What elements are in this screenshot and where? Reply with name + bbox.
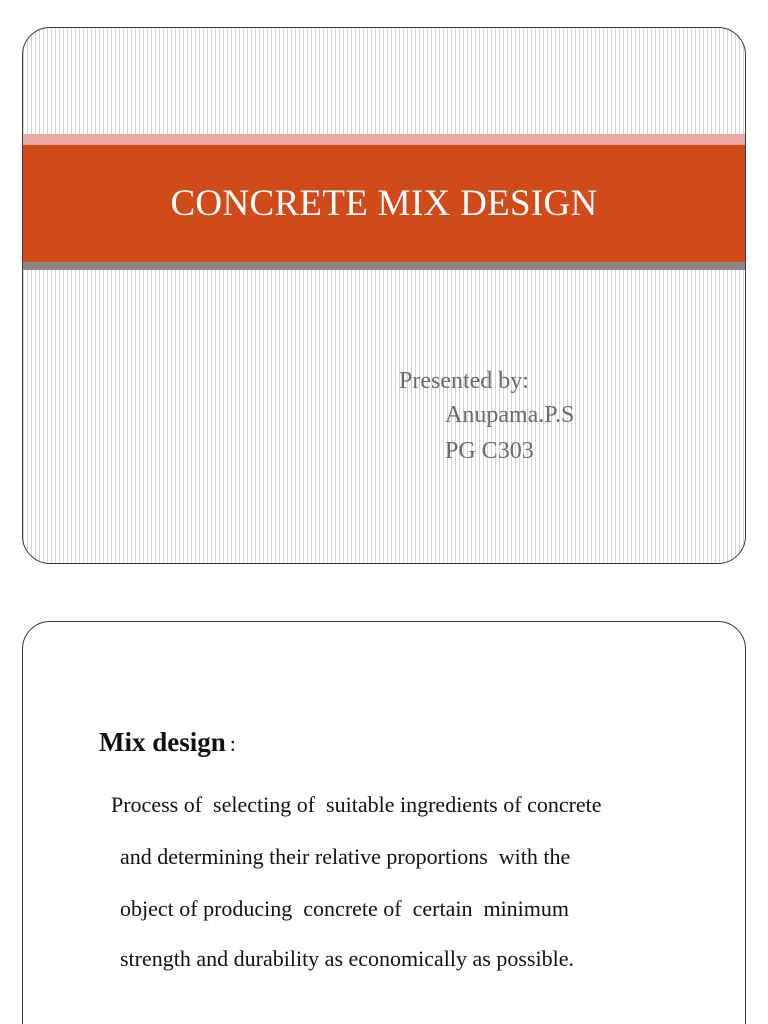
title-slide <box>22 27 746 564</box>
definition-heading <box>99 727 236 758</box>
definition-text-line: and determining their relative proportions with the <box>120 844 571 869</box>
definition-text-line: strength and durability as economically as possible. <box>120 946 574 971</box>
presented-by-label: Presented by: <box>399 368 529 394</box>
definition-text-line: Process of selecting of suitable ingredients of concrete <box>111 792 602 817</box>
title-bottom-accent-band <box>23 262 745 270</box>
definition-colon: : <box>229 731 236 756</box>
presenter-id: PG C303 <box>445 438 534 464</box>
title-top-accent-band <box>23 134 745 145</box>
slide-title: CONCRETE MIX DESIGN <box>170 183 598 224</box>
definition-term: Mix design <box>99 727 226 757</box>
definition-slide <box>22 621 746 1024</box>
presenter-name: Anupama.P.S <box>445 402 575 428</box>
definition-text-line: object of producing concrete of certain minimum <box>120 896 570 921</box>
